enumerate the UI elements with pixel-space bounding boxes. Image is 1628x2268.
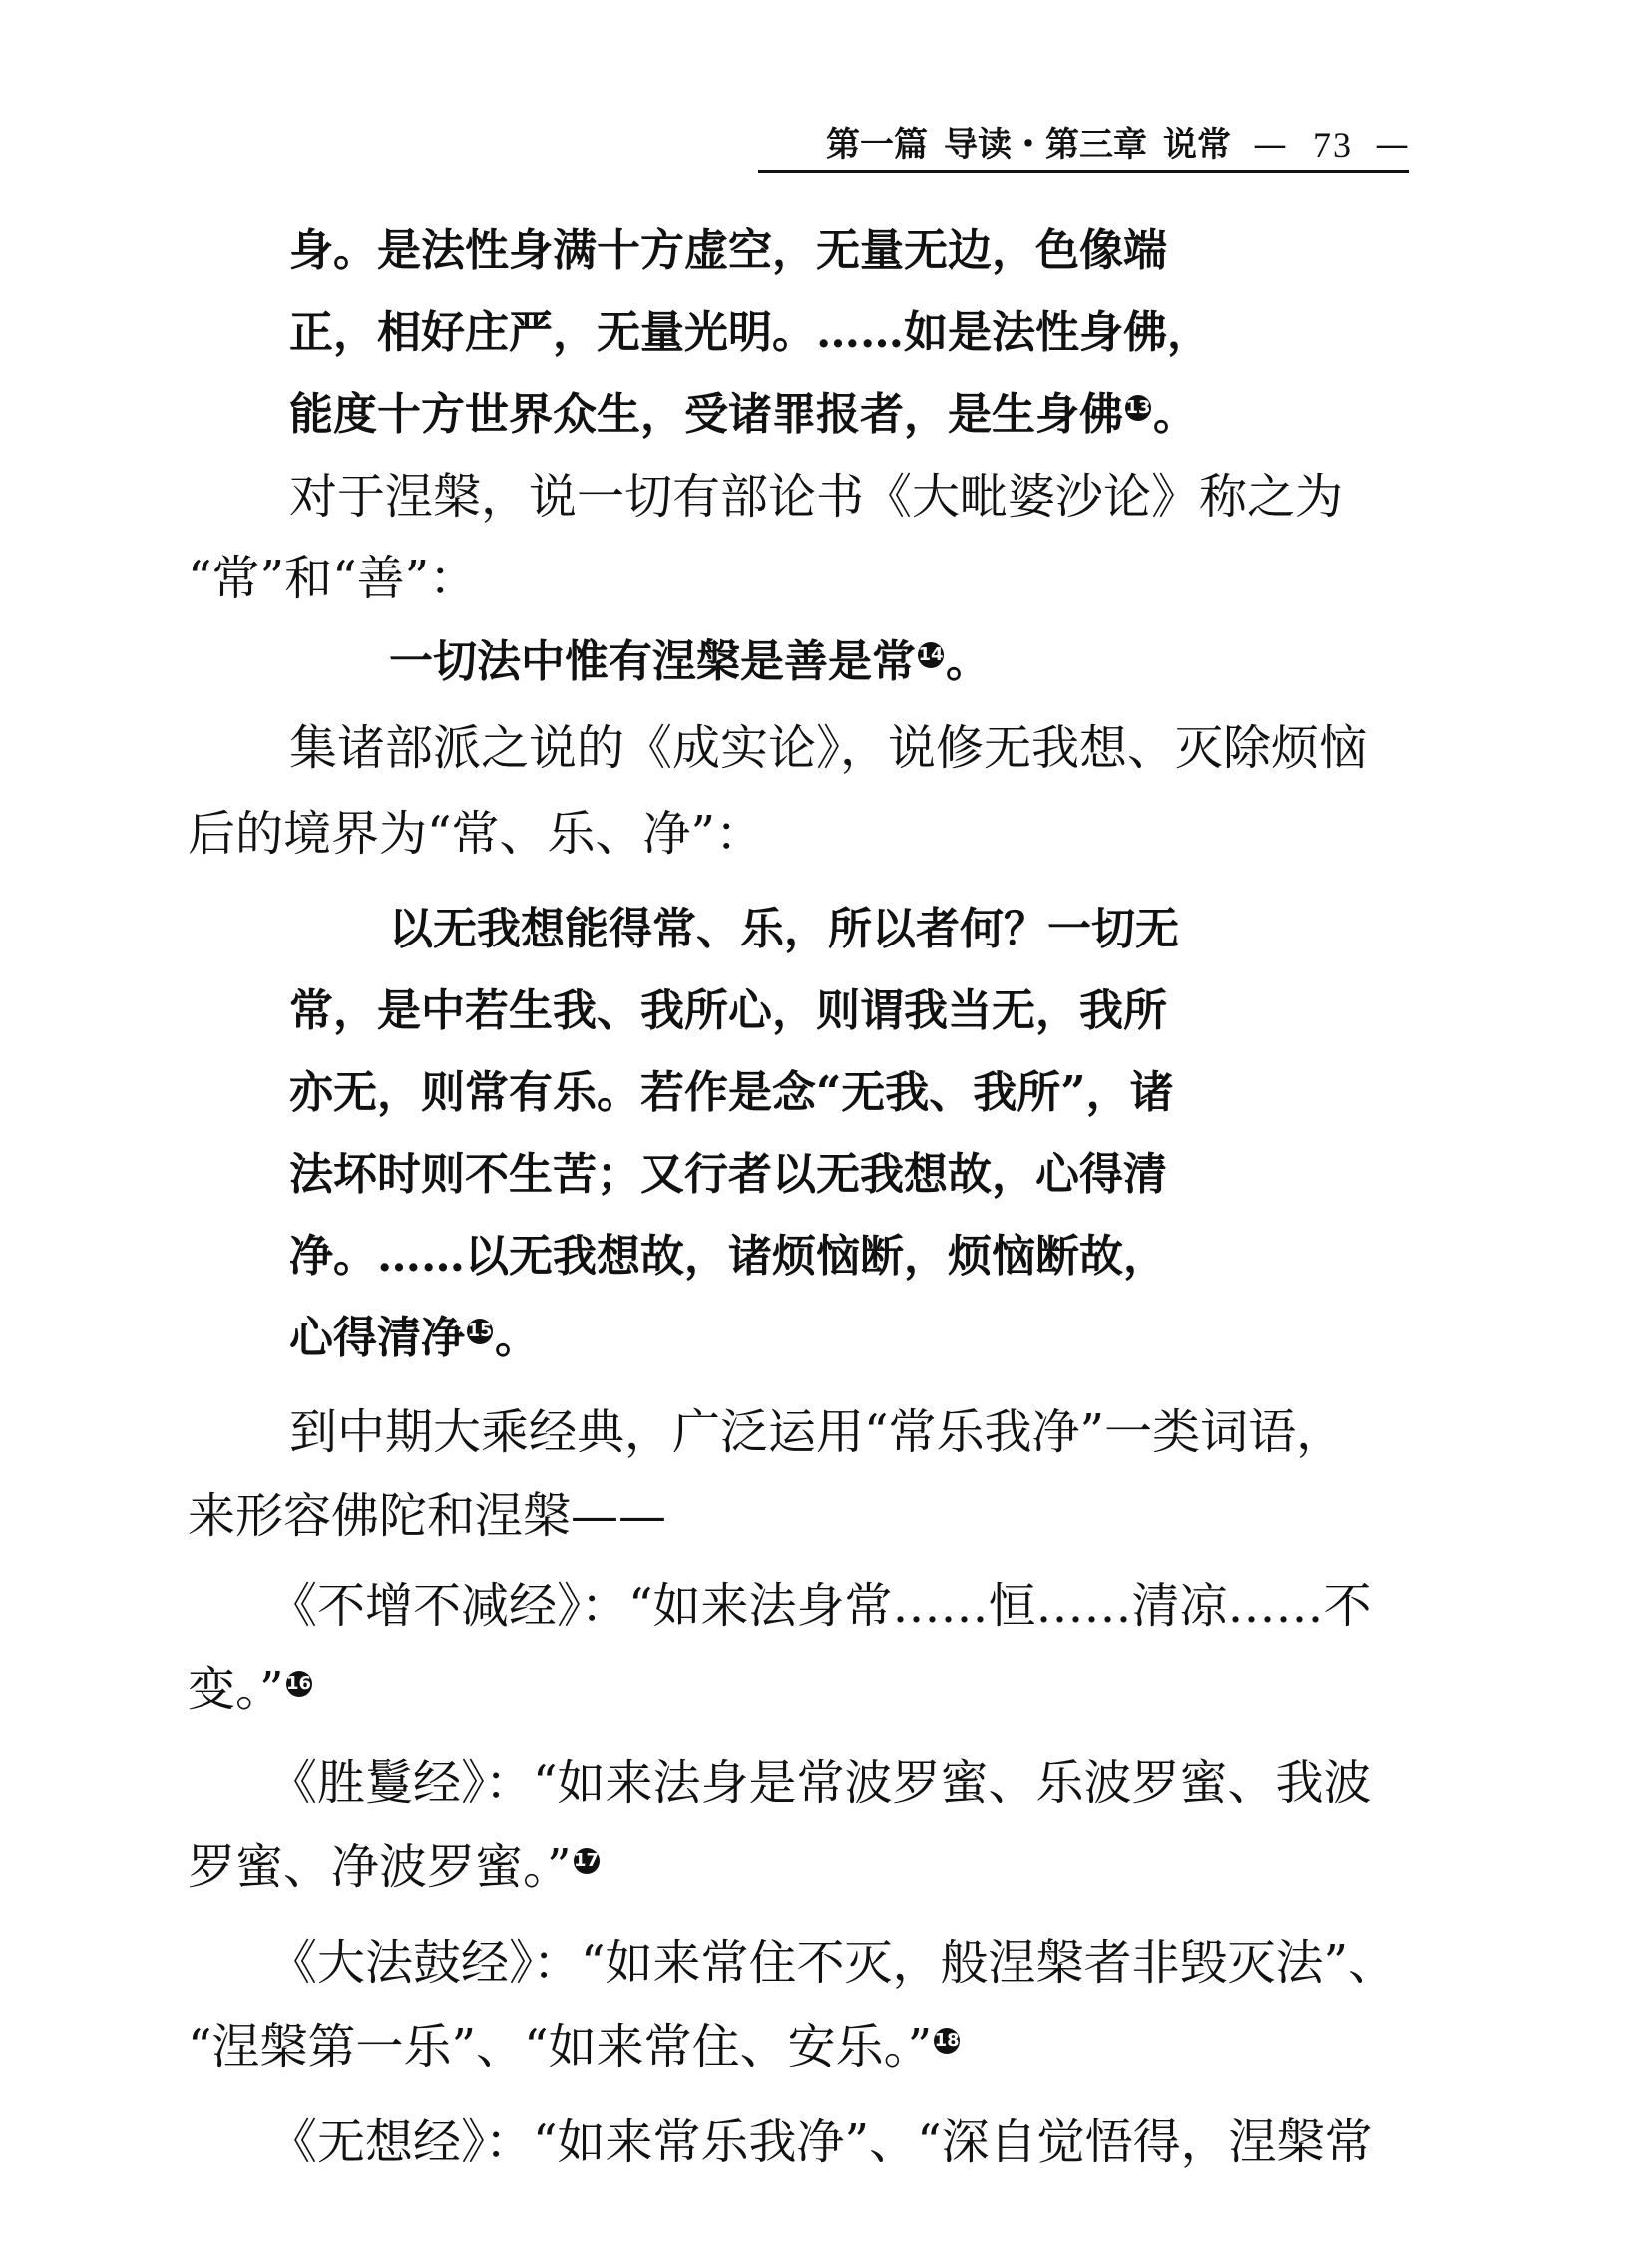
text-line	[289, 1402, 1344, 1462]
line-text-tail: 。	[946, 636, 990, 687]
line-text: 《胜鬘经》：“如来法身是常波罗蜜、乐波罗蜜、我波	[269, 1755, 1372, 1811]
text-line	[289, 1309, 539, 1368]
line-text: 净。……以无我想故，诸烦恼断，烦恼断故，	[289, 1231, 1167, 1282]
footnote-marker[interactable]: 13	[1125, 395, 1151, 421]
text-line	[269, 1933, 1396, 1993]
line-text-tail: 。	[1153, 389, 1197, 440]
line-text: 能度十方世界众生，受诸罪报者，是生身佛	[289, 389, 1123, 440]
line-text: 《不增不减经》：“如来法身常……恒……清凉……不	[269, 1578, 1372, 1634]
text-line	[188, 1660, 314, 1719]
text-line	[289, 1063, 1174, 1123]
line-text: 一切法中惟有涅槃是善是常	[389, 636, 916, 687]
page-number: 73	[1313, 125, 1353, 165]
line-text: 来形容佛陀和涅槃——	[188, 1488, 667, 1544]
text-line	[289, 1145, 1167, 1205]
line-text: 后的境界为“常、乐、净”：	[188, 806, 764, 862]
footnote-marker[interactable]: 17	[574, 1848, 600, 1874]
line-text: “涅槃第一乐”、“如来常住、安乐。”	[188, 2019, 933, 2075]
footnote-marker[interactable]: 15	[467, 1319, 493, 1344]
text-line	[188, 1486, 666, 1546]
header-section: 导读・第三章	[944, 125, 1147, 165]
text-line	[188, 549, 477, 608]
text-line	[289, 1227, 1167, 1287]
footnote-marker[interactable]: 18	[934, 2028, 960, 2054]
line-text: 到中期大乘经典，广泛运用“常乐我净”一类词语，	[289, 1404, 1345, 1460]
line-text: 《无想经》：“如来常乐我净”、“深自觉悟得，涅槃常	[269, 2114, 1373, 2170]
text-line	[389, 900, 1179, 959]
line-text: 变。”	[188, 1662, 284, 1717]
line-text: 亦无，则常有乐。若作是念“无我、我所”，诸	[289, 1067, 1174, 1118]
line-text: 对于涅槃，说一切有部论书《大毗婆沙论》称之为	[289, 469, 1344, 525]
line-text: 《大法鼓经》：“如来常住不灭，般涅槃者非毁灭法”、	[269, 1935, 1397, 1991]
line-text: 心得清净	[289, 1313, 465, 1363]
line-text: 常，是中若生我、我所心，则谓我当无，我所	[289, 985, 1167, 1036]
text-line	[269, 2112, 1373, 2172]
header-part: 第一篇	[826, 125, 928, 165]
footnote-marker[interactable]: 14	[918, 642, 944, 668]
text-line	[269, 1576, 1372, 1636]
text-line	[289, 981, 1167, 1041]
line-text: 集诸部派之说的《成实论》，说修无我想、灭除烦恼	[289, 720, 1368, 776]
line-text: 罗蜜、净波罗蜜。”	[188, 1839, 572, 1895]
running-header	[758, 120, 1409, 173]
line-text: “常”和“善”：	[188, 551, 478, 606]
text-line	[289, 385, 1197, 445]
header-dash-left: —	[1253, 125, 1287, 165]
text-line	[289, 303, 1211, 363]
text-line	[389, 632, 990, 692]
text-line	[289, 221, 1167, 281]
line-text-tail: 。	[495, 1313, 539, 1363]
text-line	[269, 1753, 1372, 1813]
text-line	[289, 718, 1367, 778]
line-text: 以无我想能得常、乐，所以者何？一切无	[389, 904, 1179, 954]
line-text: 正，相好庄严，无量光明。……如是法性身佛，	[289, 307, 1211, 358]
text-line	[289, 467, 1343, 527]
line-text: 身。是法性身满十方虚空，无量无边，色像端	[289, 225, 1167, 276]
header-dash-right: —	[1375, 125, 1409, 165]
line-text: 法坏时则不生苦；又行者以无我想故，心得清	[289, 1149, 1167, 1200]
header-chapter: 说常	[1163, 125, 1231, 165]
text-line	[188, 804, 763, 864]
footnote-marker[interactable]: 16	[286, 1671, 312, 1697]
text-line	[188, 2017, 962, 2077]
text-line	[188, 1837, 602, 1897]
